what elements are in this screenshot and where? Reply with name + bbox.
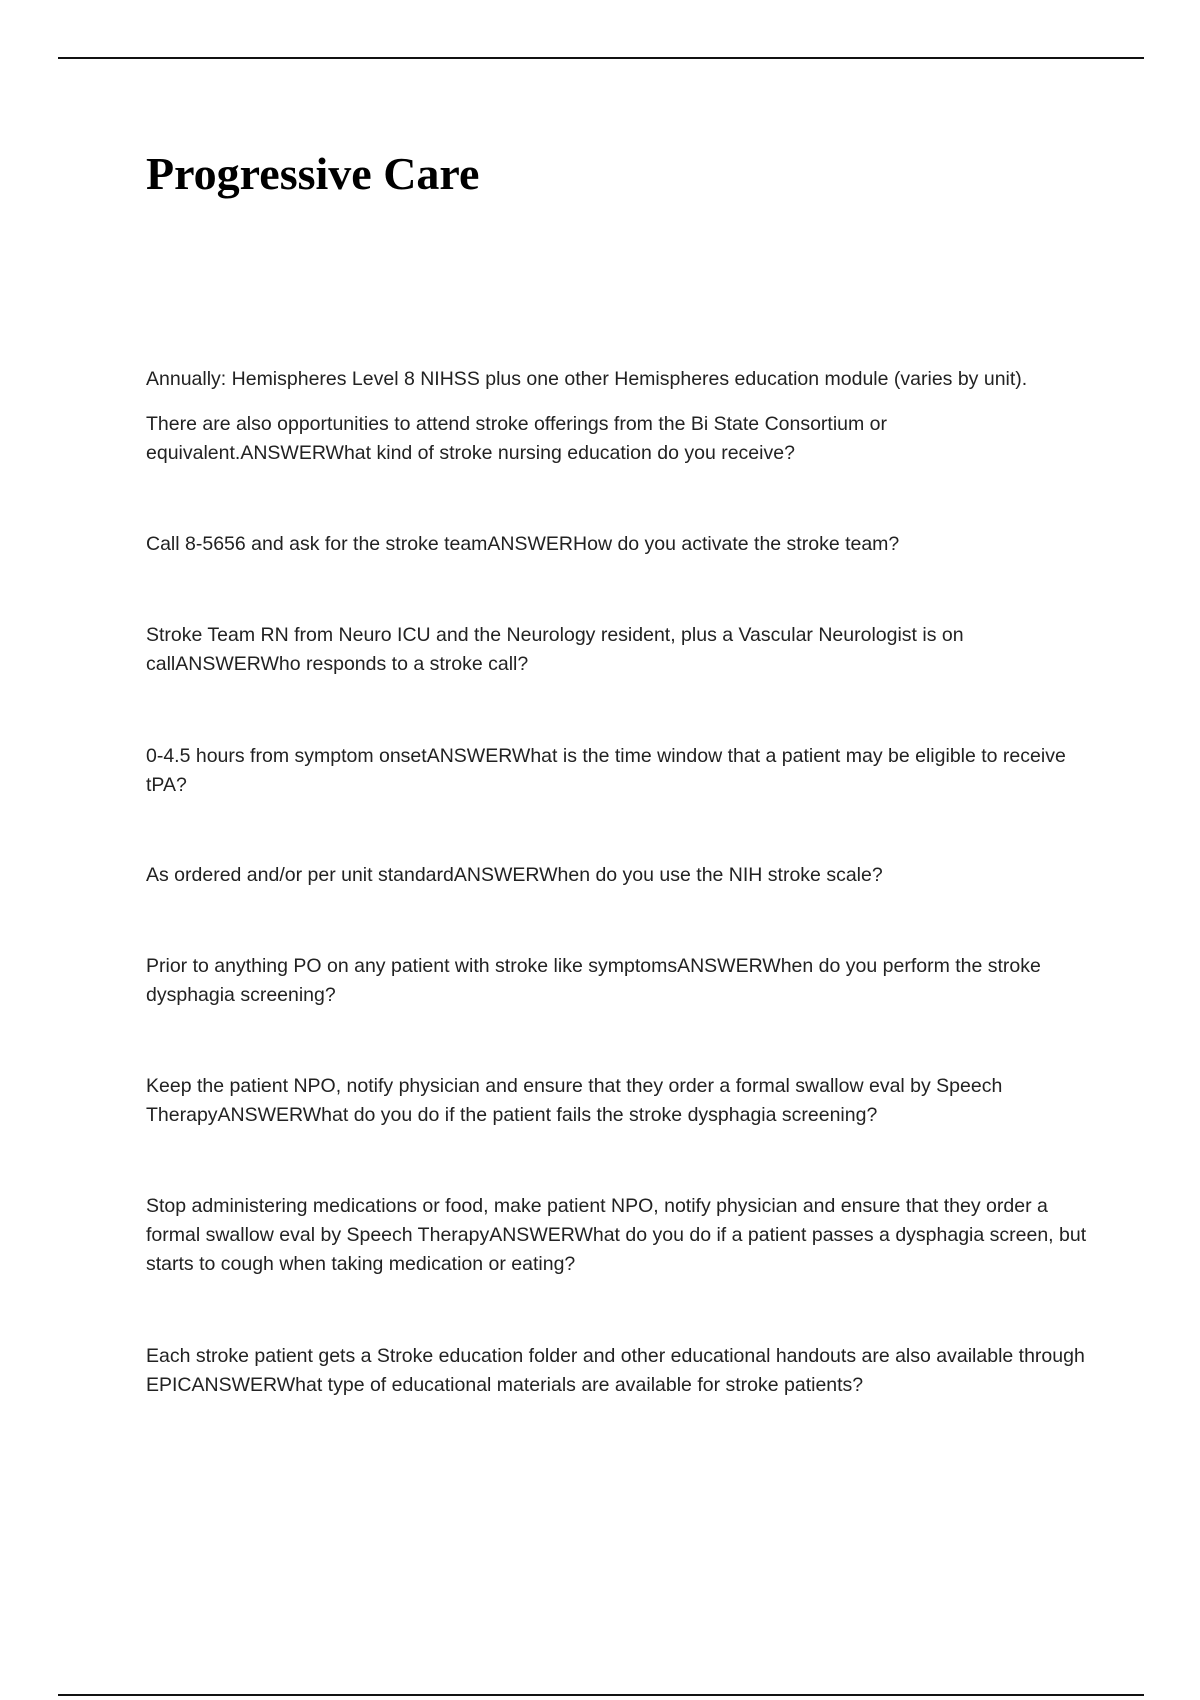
paragraph-dysphagia-screening: Prior to anything PO on any patient with stroke like symptomsANSWERWhen do you perform the stroke dysphagia screening? (146, 955, 1041, 1006)
paragraph-tpa-window: 0-4.5 hours from symptom onsetANSWERWhat is the time window that a patient may be eligible to receive tPA? (146, 745, 1066, 796)
paragraph-education-qa: There are also opportunities to attend stroke offerings from the Bi State Consortium or equivalent.ANSWERWhat kind of stroke nursing education do you receive? (146, 413, 888, 464)
bottom-divider (58, 1694, 1144, 1696)
page-title: Progressive Care (146, 148, 480, 199)
paragraph-cough-after-screening: Stop administering medications or food, make patient NPO, notify physician and ensure that they order a formal swallow eval by Speech TherapyANSWERWhat do you do if a patient passes a dysphagia screen, but starts to cough when taking medication or eating? (146, 1195, 1087, 1275)
paragraph-educational-materials: Each stroke patient gets a Stroke education folder and other educational handouts are also available through EPICANSWERWhat type of educational materials are available for stroke patients? (146, 1345, 1085, 1396)
paragraph-education-annual: Annually: Hemispheres Level 8 NIHSS plus one other Hemispheres education module (varies by unit). (146, 368, 1028, 390)
paragraph-failed-screening: Keep the patient NPO, notify physician and ensure that they order a formal swallow eval by Speech TherapyANSWERWhat do you do if the patient fails the stroke dysphagia screening? (146, 1075, 1003, 1126)
paragraph-nih-stroke-scale: As ordered and/or per unit standardANSWERWhen do you use the NIH stroke scale? (146, 864, 883, 886)
paragraph-stroke-call-responders: Stroke Team RN from Neuro ICU and the Neurology resident, plus a Vascular Neurologist is on callANSWERWho responds to a stroke call? (146, 624, 964, 675)
paragraph-activate-stroke-team: Call 8-5656 and ask for the stroke teamANSWERHow do you activate the stroke team? (146, 533, 900, 555)
top-divider (58, 57, 1144, 59)
